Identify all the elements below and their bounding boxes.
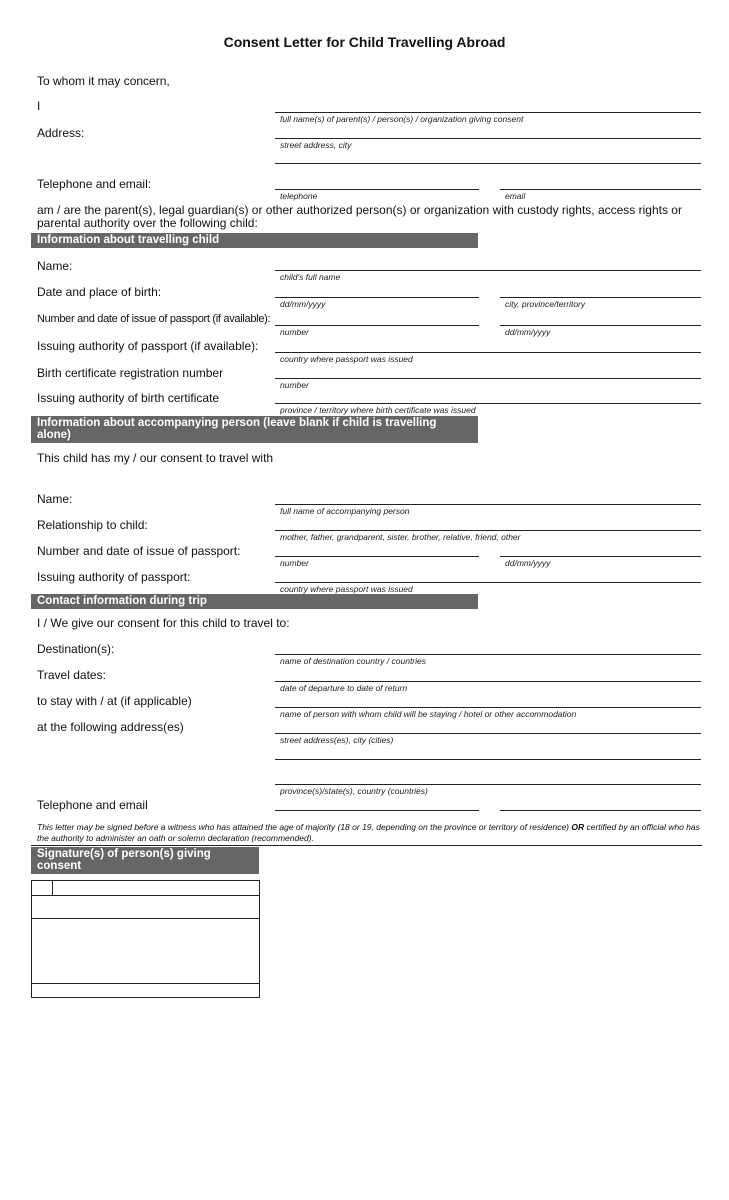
stay-with-line[interactable] xyxy=(275,707,701,708)
accompany-consent-text: This child has my / our consent to travel with xyxy=(37,451,274,465)
passport-number-label: Number and date of issue of passport (if available): xyxy=(37,313,271,325)
telephone-line[interactable] xyxy=(275,189,479,190)
child-name-label: Name: xyxy=(37,259,73,273)
birth-cert-number-label: Birth certificate registration number xyxy=(37,366,224,380)
stay-with-label: to stay with / at (if applicable) xyxy=(37,694,192,708)
passport-authority-label: Issuing authority of passport (if available): xyxy=(37,339,259,353)
dob-place-line[interactable] xyxy=(500,297,701,298)
dob-date-line[interactable] xyxy=(275,297,479,298)
section-header-contact: Contact information during trip xyxy=(31,594,478,609)
trip-street-hint: street address(es), city (cities) xyxy=(280,735,394,745)
trip-address-line[interactable] xyxy=(275,733,701,734)
dob-place-hint: city, province/territory xyxy=(505,299,586,309)
passport-date-hint: dd/mm/yyyy xyxy=(505,327,551,337)
witness-note xyxy=(37,822,702,843)
trip-email-line[interactable] xyxy=(500,810,701,811)
address-label: Address: xyxy=(37,126,85,140)
signature-header-line2: consent xyxy=(37,860,82,872)
travel-dates-hint: date of departure to date of return xyxy=(280,683,408,693)
birth-cert-number-hint: number xyxy=(280,380,309,390)
signature-row-divider-1 xyxy=(31,895,260,896)
signature-small-cell[interactable] xyxy=(31,880,53,896)
phone-email-label: Telephone and email: xyxy=(37,177,152,191)
custody-statement: am / are the parent(s), legal guardian(s) or other authorized person(s) or organization with custody rights, access rights or parental authority over the following child: xyxy=(37,203,682,230)
page-title: Consent Letter for Child Travelling Abroad xyxy=(223,34,506,50)
section-header-accompanying xyxy=(31,416,478,443)
passport-date-line[interactable] xyxy=(500,325,701,326)
signature-row-divider-3 xyxy=(31,983,260,984)
email-hint: email xyxy=(505,191,526,201)
greeting: To whom it may concern, xyxy=(37,74,170,88)
accompanying-name-line[interactable] xyxy=(275,504,701,505)
note-part2: certified by an official who has the authority to administer an oath or solemn declaration (recommended). xyxy=(37,822,700,843)
passport-authority-line[interactable] xyxy=(275,352,701,353)
child-name-line[interactable] xyxy=(275,270,701,271)
trip-telephone-line[interactable] xyxy=(275,810,479,811)
trip-province-hint: province(s)/state(s), country (countries) xyxy=(280,786,428,796)
address-during-trip-label: at the following address(es) xyxy=(37,720,184,734)
travel-dates-label: Travel dates: xyxy=(37,668,106,682)
full-name-hint: full name(s) of parent(s) / person(s) / organization giving consent xyxy=(280,114,524,124)
accompanying-name-label: Name: xyxy=(37,492,73,506)
child-name-hint: child's full name xyxy=(280,272,341,282)
note-divider xyxy=(31,845,702,846)
relationship-line[interactable] xyxy=(275,530,701,531)
accompanying-country-hint: country where passport was issued xyxy=(280,584,413,594)
birth-cert-authority-line[interactable] xyxy=(275,403,701,404)
signature-header-line1: Signature(s) of person(s) giving xyxy=(37,848,211,860)
signature-field[interactable] xyxy=(32,919,259,982)
accompanying-passport-number-line[interactable] xyxy=(275,556,479,557)
destination-hint: name of destination country / countries xyxy=(280,656,426,666)
section-header-child: Information about travelling child xyxy=(31,233,478,248)
stay-with-hint: name of person with whom child will be staying / hotel or other accommodation xyxy=(280,709,577,719)
passport-number-line[interactable] xyxy=(275,325,479,326)
address-line-2[interactable] xyxy=(275,163,701,164)
trip-province-line[interactable] xyxy=(275,784,701,785)
accompanying-passport-number-hint: number xyxy=(280,558,309,568)
birth-cert-authority-label: Issuing authority of birth certificate xyxy=(37,391,220,405)
dob-label: Date and place of birth: xyxy=(37,285,162,299)
trip-phone-email-label: Telephone and email xyxy=(37,798,148,812)
address-line[interactable] xyxy=(275,138,701,139)
birth-cert-number-line[interactable] xyxy=(275,378,701,379)
relationship-label: Relationship to child: xyxy=(37,518,148,532)
accompanying-authority-line[interactable] xyxy=(275,582,701,583)
telephone-hint: telephone xyxy=(280,191,318,201)
accompanying-authority-label: Issuing authority of passport: xyxy=(37,570,191,584)
email-line[interactable] xyxy=(500,189,701,190)
full-name-line[interactable] xyxy=(275,112,701,113)
accompanying-header-line2: alone) xyxy=(37,429,71,441)
dob-date-hint: dd/mm/yyyy xyxy=(280,299,326,309)
passport-number-hint: number xyxy=(280,327,309,337)
accompanying-passport-date-hint: dd/mm/yyyy xyxy=(505,558,551,568)
section-header-signature xyxy=(31,847,259,874)
accompanying-passport-date-line[interactable] xyxy=(500,556,701,557)
passport-country-hint: country where passport was issued xyxy=(280,354,413,364)
destination-consent-text: I / We give our consent for this child to travel to: xyxy=(37,616,290,630)
note-emphasis: OR xyxy=(571,822,585,832)
street-hint: street address, city xyxy=(280,140,352,150)
birth-cert-province-hint: province / territory where birth certificate was issued xyxy=(280,405,476,415)
accompanying-name-hint: full name of accompanying person xyxy=(280,506,410,516)
i-label: I xyxy=(37,99,41,113)
destination-line[interactable] xyxy=(275,654,701,655)
accompanying-header-line1: Information about accompanying person (leave blank if child is travelling xyxy=(37,417,437,429)
accompanying-passport-label: Number and date of issue of passport: xyxy=(37,544,241,558)
destination-label: Destination(s): xyxy=(37,642,115,656)
travel-dates-line[interactable] xyxy=(275,681,701,682)
note-part1: This letter may be signed before a witness who has attained the age of majority (18 or 19, depending on the province or territory of residence) xyxy=(37,822,572,832)
relationship-hint: mother, father, grandparent, sister, brother, relative, friend, other xyxy=(280,532,521,542)
trip-address-line-2[interactable] xyxy=(275,759,701,760)
